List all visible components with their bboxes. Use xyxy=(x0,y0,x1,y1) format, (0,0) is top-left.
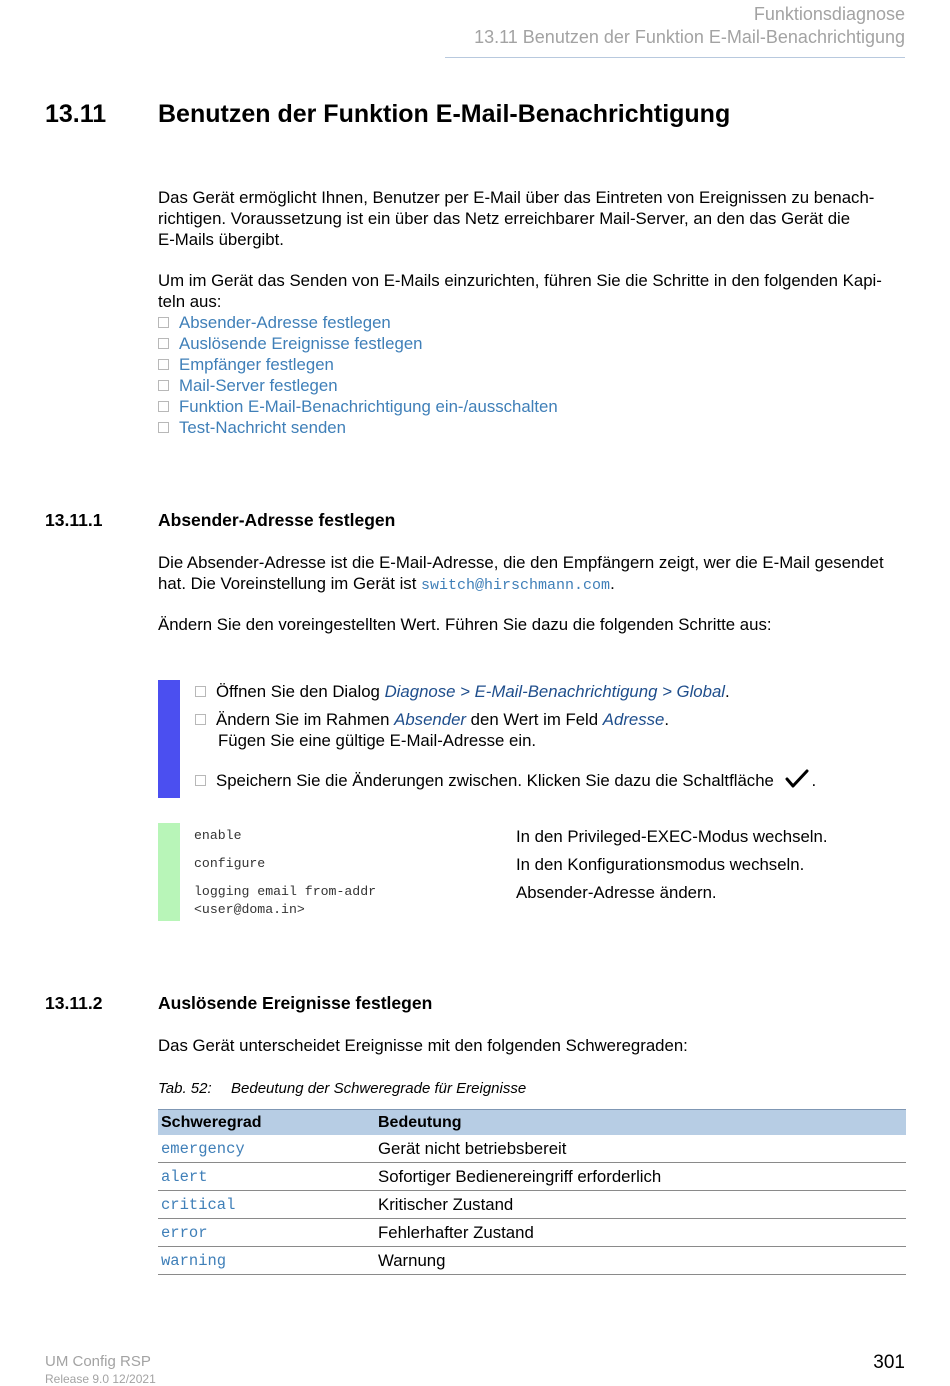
section-number: 13.11 xyxy=(45,100,107,128)
table-row xyxy=(158,1163,906,1191)
intro-paragraph xyxy=(158,187,918,250)
severity-meaning: Warnung xyxy=(375,1247,906,1275)
subsection-title: Absender-Adresse festlegen xyxy=(158,510,396,530)
subsection-number: 13.11.1 xyxy=(45,510,103,530)
severity-table xyxy=(158,1109,906,1275)
gui-steps-marker xyxy=(158,680,180,798)
column-header: Schweregrad xyxy=(158,1110,375,1136)
table-row xyxy=(158,1135,906,1163)
sender-line: Die Absender-Adresse ist die E-Mail-Adresse, die den Empfängern zeigt, wer die E-Mail gesendet xyxy=(158,553,884,572)
checkbox-bullet-icon xyxy=(158,380,169,391)
intro-line: Das Gerät ermöglicht Ihnen, Benutzer per E-Mail über das Eintreten von Ereignissen zu benach- xyxy=(158,188,875,207)
list-item xyxy=(158,417,558,438)
cli-command-from-addr: logging email from-addr <user@doma.in> xyxy=(194,884,377,917)
severity-paragraph: Das Gerät unterscheidet Ereignisse mit den folgenden Schweregraden: xyxy=(158,1036,688,1055)
cli-description: In den Konfigurationsmodus wechseln. xyxy=(516,855,805,874)
running-header-section: 13.11 Benutzen der Funktion E-Mail-Benachrichtigung xyxy=(474,27,905,47)
field-name: Adresse xyxy=(602,710,665,729)
cli-description: Absender-Adresse ändern. xyxy=(516,883,717,902)
link-recipients[interactable]: Empfänger festlegen xyxy=(179,355,334,374)
severity-meaning: Kritischer Zustand xyxy=(375,1191,906,1219)
gui-step: Ändern Sie im Rahmen Absender den Wert im Feld Adresse. xyxy=(195,709,905,730)
gui-steps xyxy=(195,681,905,791)
severity-level: emergency xyxy=(158,1135,375,1163)
checkbox-bullet-icon xyxy=(195,714,206,725)
checkbox-bullet-icon xyxy=(158,359,169,370)
cli-steps-marker xyxy=(158,823,180,921)
severity-meaning: Sofortiger Bedienereingriff erforderlich xyxy=(375,1163,906,1191)
subsection-number: 13.11.2 xyxy=(45,993,103,1013)
default-address-link[interactable]: switch@hirschmann.com xyxy=(421,577,611,594)
list-item xyxy=(158,354,558,375)
checkbox-bullet-icon xyxy=(195,686,206,697)
checkbox-bullet-icon xyxy=(158,317,169,328)
intro-line: E-Mails übergibt. xyxy=(158,230,284,249)
link-enable-function[interactable]: Funktion E-Mail-Benachrichtigung ein-/ausschalten xyxy=(179,397,558,416)
steps-intro-line: Um im Gerät das Senden von E-Mails einzurichten, führen Sie die Schritte in den folgenden Kapi- xyxy=(158,271,882,290)
section-title: Benutzen der Funktion E-Mail-Benachrichtigung xyxy=(158,100,731,128)
gui-step: Speichern Sie die Änderungen zwischen. Klicken Sie dazu die Schaltfläche . xyxy=(195,768,905,791)
cli-command-enable: enable xyxy=(194,828,242,843)
footer-release: Release 9.0 12/2021 xyxy=(45,1372,156,1386)
checkbox-bullet-icon xyxy=(158,422,169,433)
table-row xyxy=(158,1247,906,1275)
column-header: Bedeutung xyxy=(375,1110,906,1136)
table-row xyxy=(158,1191,906,1219)
sender-line: hat. Die Voreinstellung im Gerät ist switch@hirschmann.com. xyxy=(158,574,615,594)
severity-level: warning xyxy=(158,1247,375,1275)
link-test-message[interactable]: Test-Nachricht senden xyxy=(179,418,346,437)
link-trigger-events[interactable]: Auslösende Ereignisse festlegen xyxy=(179,334,423,353)
steps-intro-paragraph xyxy=(158,270,918,312)
checkbox-bullet-icon xyxy=(158,401,169,412)
list-item xyxy=(158,312,558,333)
table-row xyxy=(158,1219,906,1247)
subsection-title: Auslösende Ereignisse festlegen xyxy=(158,993,433,1013)
running-header-chapter: Funktionsdiagnose xyxy=(753,4,905,24)
list-item xyxy=(158,375,558,396)
gui-step: Öffnen Sie den Dialog Diagnose > E-Mail-Benachrichtigung > Global. xyxy=(195,681,905,702)
footer-document-title: UM Config RSP xyxy=(45,1353,151,1370)
table-header-row xyxy=(158,1110,906,1136)
steps-intro-line: teln aus: xyxy=(158,292,222,311)
checkmark-icon xyxy=(782,768,812,790)
intro-line: richtigen. Voraussetzung ist ein über das Netz erreichbarer Mail-Server, an den das Gerät die xyxy=(158,209,851,228)
severity-level: alert xyxy=(158,1163,375,1191)
link-sender-address[interactable]: Absender-Adresse festlegen xyxy=(179,313,391,332)
list-item xyxy=(158,396,558,417)
chapter-link-list xyxy=(158,312,558,438)
severity-meaning: Fehlerhafter Zustand xyxy=(375,1219,906,1247)
cli-description: In den Privileged-EXEC-Modus wechseln. xyxy=(516,827,828,846)
cli-command-configure: configure xyxy=(194,856,266,871)
checkbox-bullet-icon xyxy=(195,775,206,786)
severity-level: critical xyxy=(158,1191,375,1219)
gui-step-continuation: Fügen Sie eine gültige E-Mail-Adresse ein. xyxy=(218,731,537,750)
severity-level: error xyxy=(158,1219,375,1247)
link-mail-server[interactable]: Mail-Server festlegen xyxy=(179,376,338,395)
frame-name: Absender xyxy=(394,710,466,729)
change-instruction: Ändern Sie den voreingestellten Wert. Führen Sie dazu die folgenden Schritte aus: xyxy=(158,615,772,634)
sender-paragraph xyxy=(158,552,918,596)
checkbox-bullet-icon xyxy=(158,338,169,349)
dialog-path: Diagnose > E-Mail-Benachrichtigung > Global xyxy=(384,682,726,701)
table-caption: Bedeutung der Schweregrade für Ereignisse xyxy=(231,1080,527,1097)
header-divider xyxy=(445,57,905,58)
table-label: Tab. 52: xyxy=(158,1080,212,1097)
page-number: 301 xyxy=(873,1352,905,1373)
severity-meaning: Gerät nicht betriebsbereit xyxy=(375,1135,906,1163)
list-item xyxy=(158,333,558,354)
